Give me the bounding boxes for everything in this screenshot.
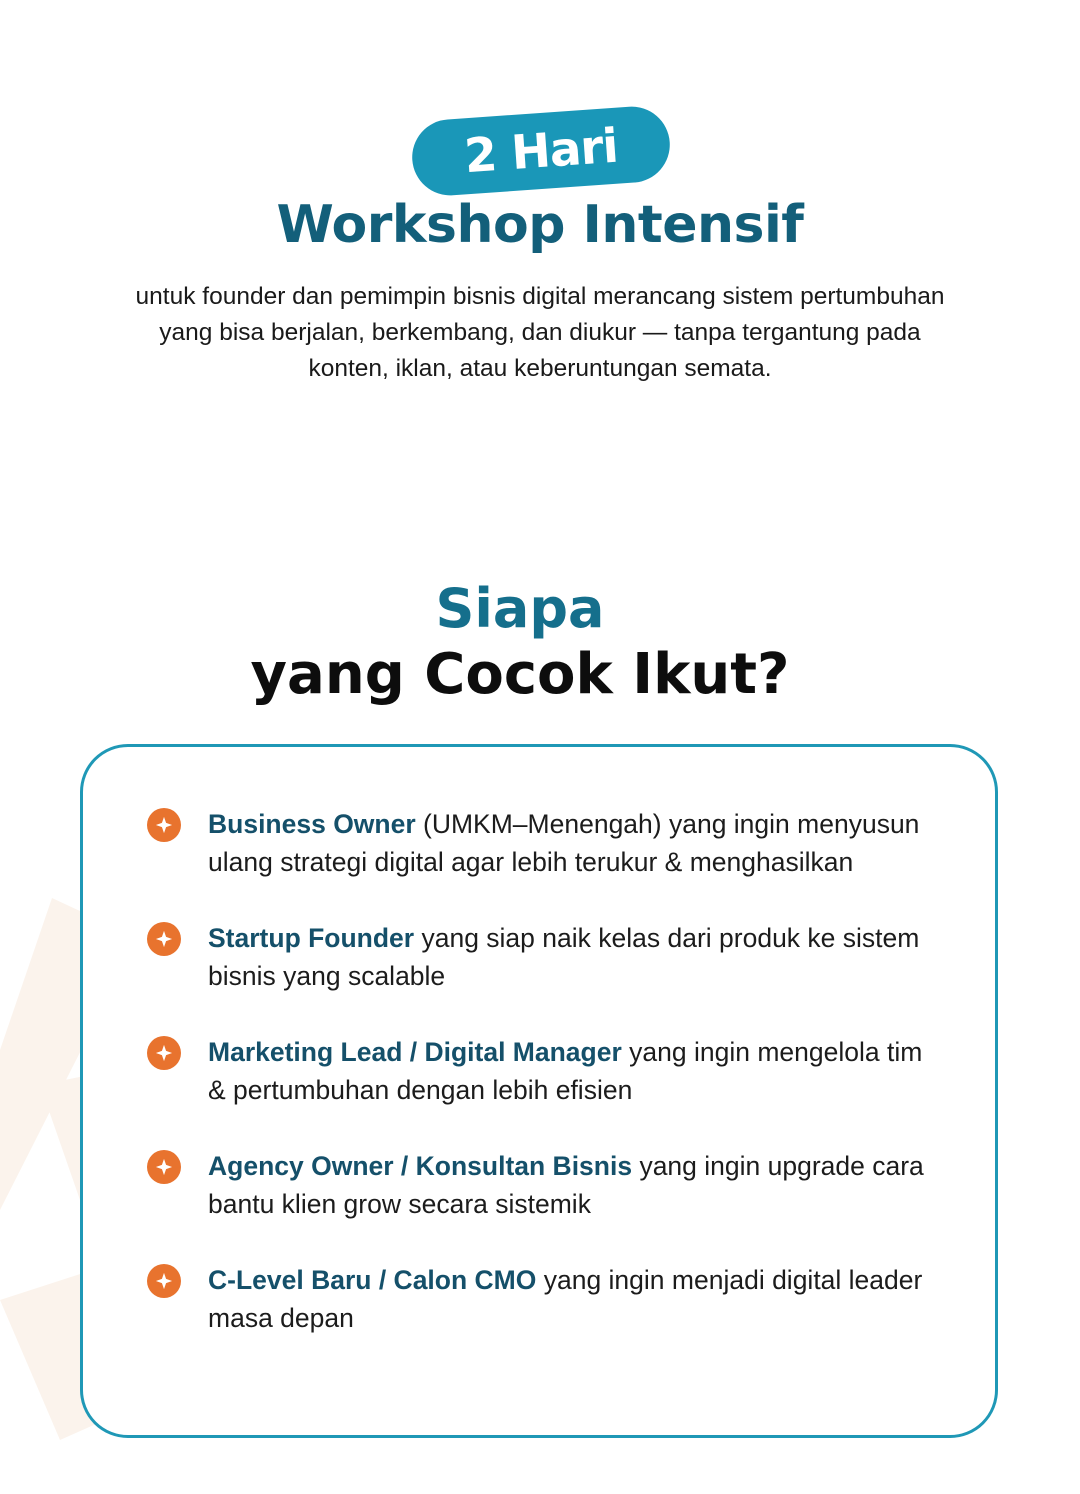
audience-description: yang ingin mengelola tim & pertumbuhan dengan lebih efisien	[208, 1037, 923, 1105]
audience-description: (UMKM–Menengah) yang ingin menyusun ulang strategi digital agar lebih terukur & menghasilkan	[208, 809, 920, 877]
audience-heading-line2: yang Cocok Ikut?	[250, 642, 790, 707]
audience-heading-line1: Siapa	[435, 577, 605, 640]
sparkle-icon	[147, 1264, 181, 1298]
workshop-description: untuk founder dan pemimpin bisnis digital merancang sistem pertumbuhan yang bisa berjalan, berkembang, dan diukur — tanpa tergantung pada konten, iklan, atau keberuntungan semata.	[135, 283, 945, 382]
audience-description: yang ingin menjadi digital leader masa depan	[208, 1265, 923, 1333]
audience-list	[147, 805, 947, 1337]
list-item	[147, 1261, 947, 1337]
audience-role: Marketing Lead / Digital Manager	[208, 1037, 622, 1067]
audience-card	[80, 744, 998, 1438]
sparkle-icon	[147, 922, 181, 956]
sparkle-icon	[147, 1036, 181, 1070]
sparkle-icon	[147, 1150, 181, 1184]
audience-description: yang ingin upgrade cara bantu klien grow secara sistemik	[208, 1151, 924, 1219]
audience-role: Agency Owner / Konsultan Bisnis	[208, 1151, 633, 1181]
audience-role: C-Level Baru / Calon CMO	[208, 1265, 537, 1295]
list-item	[147, 1033, 947, 1109]
list-item	[147, 919, 947, 995]
list-item	[147, 805, 947, 881]
audience-description: yang siap naik kelas dari produk ke sistem bisnis yang scalable	[208, 923, 920, 991]
audience-role: Startup Founder	[208, 923, 415, 953]
duration-badge-label: 2 Hari	[462, 118, 620, 184]
sparkle-icon	[147, 808, 181, 842]
workshop-title: Workshop Intensif	[276, 195, 804, 255]
audience-role: Business Owner	[208, 809, 416, 839]
list-item	[147, 1147, 947, 1223]
